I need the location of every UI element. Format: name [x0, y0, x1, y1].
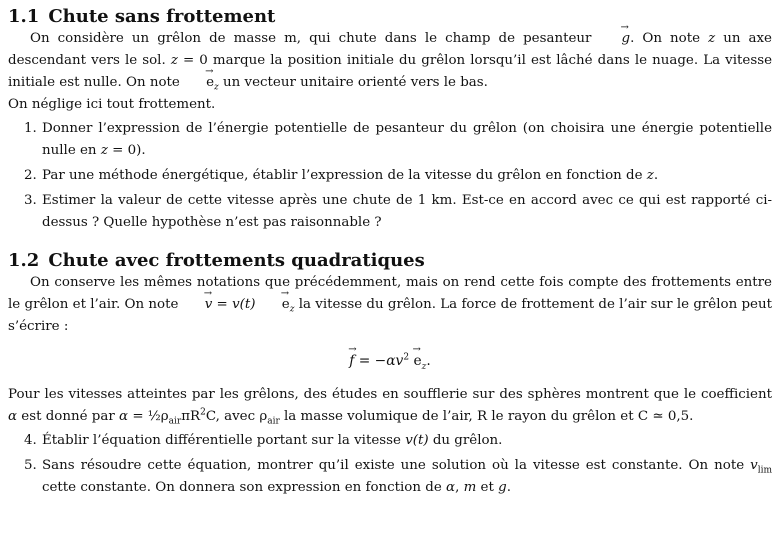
unit-vector-e: → e: [413, 350, 421, 372]
text: C, avec ρ: [205, 409, 268, 424]
section-title-2: [8, 250, 772, 272]
text: Pour les vitesses atteintes par les grêlons, des études en soufflerie sur des sphères montrent que le coefficient: [8, 387, 772, 402]
text: = 0 marque la position initiale du grêlon lorsqu’il est lâché dans le nuage. La vitesse initiale est nulle. On note: [8, 53, 773, 90]
text: la masse volumique de l’air, R le rayon du grêlon et C ≃ 0,5.: [279, 409, 694, 424]
text: πR: [181, 409, 201, 424]
var-m: m: [463, 480, 477, 495]
unit-vector-e: → e: [260, 294, 290, 316]
question-list-2: [8, 430, 772, 499]
text: Estimer la valeur de cette vitesse après une chute de 1 km. Est-ce en accord avec ce qui est rapporté ci-dessus ? Quelle hypothèse n’est pas raisonnable ?: [42, 193, 772, 230]
paragraph-1-hypothesis: On néglige ici tout frottement.: [8, 97, 216, 112]
var-alpha: α: [119, 409, 129, 424]
text: = 0).: [107, 143, 146, 158]
var-v-t: v(t): [232, 297, 256, 312]
exponent: 2: [200, 407, 206, 418]
vector-g: → g: [599, 28, 630, 50]
paragraph-2-intro: [8, 272, 772, 338]
text: Donner l’expression de l’énergie potentielle de pesanteur du grêlon (on choisira une énergie potentielle nulle en: [42, 121, 772, 158]
subscript-air: air: [168, 416, 182, 427]
var-v-t: v(t): [405, 433, 429, 448]
section-number-1: 1.1: [8, 6, 40, 27]
text: Établir l’équation différentielle portant sur la vitesse: [42, 433, 406, 448]
subscript-z: z: [421, 361, 427, 372]
text: est donné par: [17, 409, 120, 424]
question-5: [8, 455, 772, 499]
text: =: [212, 297, 233, 312]
var-z: z: [646, 168, 654, 183]
text: Par une méthode énergétique, établir l’expression de la vitesse du grêlon en fonction de: [42, 168, 647, 183]
vector-f: → f: [349, 350, 354, 372]
text: ,: [455, 480, 464, 495]
text: On considère un grêlon de masse m, qui chute dans le champ de pesanteur: [30, 31, 600, 46]
text: et: [476, 480, 499, 495]
text: .: [506, 480, 511, 495]
section-title-1: [8, 6, 772, 28]
friction-equation: [8, 350, 772, 372]
question-number: 1.: [24, 121, 37, 136]
question-4: [8, 430, 772, 452]
question-3: [8, 190, 772, 234]
subscript-z: z: [214, 82, 219, 93]
var-alpha-v: αv: [386, 353, 404, 369]
paragraph-1-intro: [8, 28, 772, 94]
var-v: v: [750, 458, 758, 473]
section-title-text-1: Chute sans frottement: [48, 6, 276, 27]
section-number-2: 1.2: [8, 250, 40, 271]
var-z: z: [708, 31, 716, 46]
text: . On note: [630, 31, 709, 46]
var-g: g: [498, 480, 507, 495]
question-number: 4.: [24, 433, 37, 448]
subscript-z: z: [289, 304, 295, 315]
text: un vecteur unitaire orienté vers le bas.: [218, 75, 488, 90]
question-2: [8, 165, 772, 187]
var-alpha: α: [446, 480, 456, 495]
text: .: [426, 353, 431, 369]
exponent: 2: [403, 352, 410, 363]
text: .: [653, 168, 659, 183]
text: = −: [354, 353, 387, 369]
text: du grêlon.: [428, 433, 503, 448]
question-number: 5.: [24, 458, 37, 473]
text: On conserve les mêmes notations que précédemment, mais on rend cette fois compte des frottements entre le grêlon et l’air. On note: [8, 275, 772, 312]
text: cette constante. On donnera son expression en fonction de: [42, 480, 447, 495]
unit-vector-e: → e: [184, 72, 214, 94]
text: un axe descendant vers le sol.: [8, 31, 772, 68]
text: = ½ρ: [128, 409, 169, 424]
paragraph-2-coefficient: [8, 384, 772, 428]
var-z: z: [170, 53, 178, 68]
question-number: 2.: [24, 168, 37, 183]
subscript-lim: lim: [757, 465, 772, 476]
text: la vitesse du grêlon. La force de frottement de l’air sur le grêlon peut s’écrire :: [8, 297, 772, 334]
var-z: z: [100, 143, 108, 158]
question-1: [8, 118, 772, 162]
question-number: 3.: [24, 193, 37, 208]
subscript-air: air: [267, 416, 280, 427]
question-list-1: [8, 118, 772, 234]
text: Sans résoudre cette équation, montrer qu’il existe une solution où la vitesse est constante. On note: [42, 458, 751, 473]
vector-v: → v: [183, 294, 213, 316]
var-alpha: α: [8, 409, 18, 424]
section-title-text-2: Chute avec frottements quadratiques: [48, 250, 425, 271]
